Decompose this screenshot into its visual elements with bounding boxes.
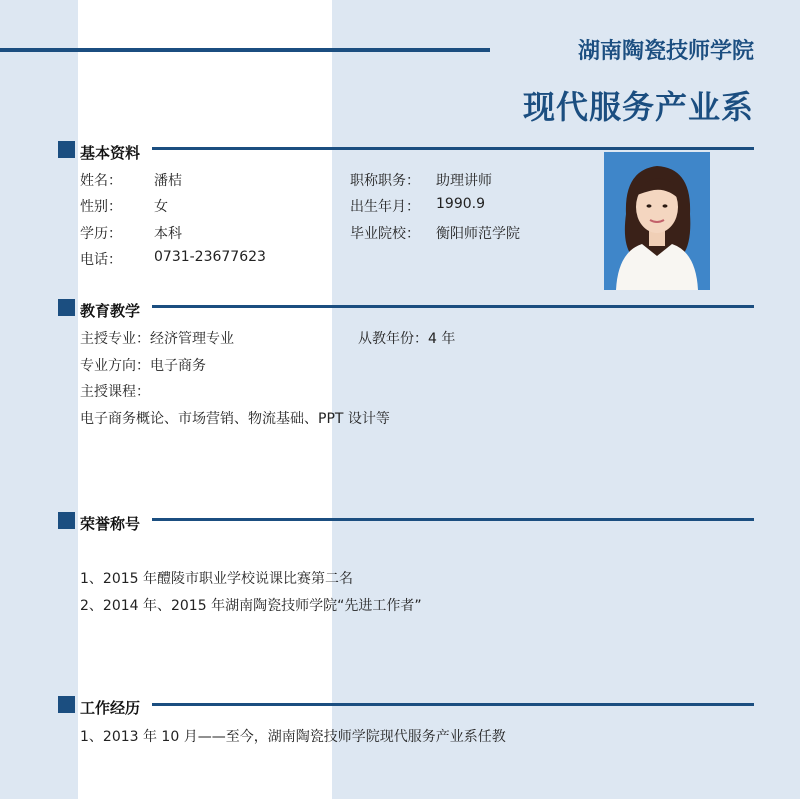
section-line-work bbox=[152, 703, 754, 706]
name-value: 潘桔 bbox=[154, 173, 182, 189]
courses-label: 主授课程： bbox=[80, 384, 150, 400]
graduate-school-value: 衡阳师范学院 bbox=[436, 226, 520, 242]
portrait-image bbox=[604, 152, 710, 290]
honor-item: 1、2015 年醴陵市职业学校说课比赛第二名 bbox=[80, 571, 353, 587]
profile-photo bbox=[604, 152, 710, 290]
graduate-school-label: 毕业院校： bbox=[350, 226, 420, 242]
major-text: 主授专业：经济管理专业 bbox=[80, 331, 234, 347]
courses-text: 电子商务概论、市场营销、物流基础、PPT 设计等 bbox=[80, 411, 390, 427]
gender-label: 性别： bbox=[80, 199, 122, 215]
section-line-basic bbox=[152, 147, 754, 150]
section-marker-teaching bbox=[58, 299, 75, 316]
section-title-work: 工作经历 bbox=[80, 699, 141, 717]
direction-text: 专业方向：电子商务 bbox=[80, 358, 206, 374]
teaching-years-text: 从教年份：4 年 bbox=[358, 331, 456, 347]
section-marker-work bbox=[58, 696, 75, 713]
section-title-honors: 荣誉称号 bbox=[80, 515, 141, 533]
section-line-honors bbox=[152, 518, 754, 521]
gender-value: 女 bbox=[154, 199, 168, 215]
section-line-teaching bbox=[152, 305, 754, 308]
top-rule bbox=[0, 48, 490, 52]
department-title: 现代服务产业系 bbox=[522, 88, 754, 126]
position-value: 助理讲师 bbox=[436, 173, 492, 189]
work-item: 1、2013 年 10 月——至今，湖南陶瓷技师学院现代服务产业系任教 bbox=[80, 729, 506, 745]
phone-label: 电话： bbox=[80, 252, 122, 268]
education-label: 学历： bbox=[80, 226, 122, 242]
phone-value: 0731-23677623 bbox=[154, 249, 266, 265]
section-title-basic: 基本资料 bbox=[80, 144, 141, 162]
school-name: 湖南陶瓷技师学院 bbox=[577, 39, 754, 64]
position-label: 职称职务： bbox=[350, 173, 420, 189]
education-value: 本科 bbox=[154, 226, 182, 242]
birth-value: 1990.9 bbox=[436, 196, 485, 212]
section-title-teaching: 教育教学 bbox=[80, 302, 141, 320]
section-marker-honors bbox=[58, 512, 75, 529]
honor-item: 2、2014 年、2015 年湖南陶瓷技师学院“先进工作者” bbox=[80, 598, 422, 614]
birth-label: 出生年月： bbox=[350, 199, 420, 215]
name-label: 姓名： bbox=[80, 173, 122, 189]
section-marker-basic bbox=[58, 141, 75, 158]
